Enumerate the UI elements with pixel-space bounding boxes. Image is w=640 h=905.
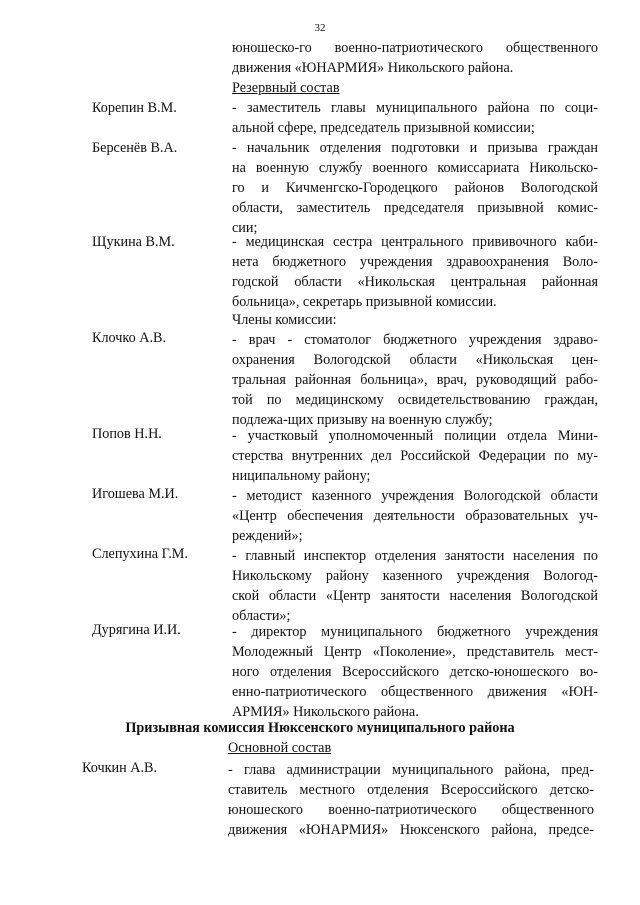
text-line: Никольскому району казенного учреждения Вологод- xyxy=(232,568,598,584)
member-role xyxy=(232,622,598,722)
member-name: Слепухина Г.М. xyxy=(92,546,188,562)
member-role xyxy=(232,330,598,430)
text-line: альной сфере, председатель призывной комиссии; xyxy=(232,120,535,136)
text-line: Молодежный Центр «Поколение», представитель мест- xyxy=(232,644,598,660)
members-label: Члены комиссии: xyxy=(232,312,337,328)
text-line: ного отделения Всероссийского детско-юношеского во- xyxy=(232,664,598,680)
text-line: нета бюджетного учреждения здравоохранения Воло- xyxy=(232,254,598,270)
member-role xyxy=(232,98,598,138)
subheading-reserve: Резервный состав xyxy=(232,80,340,96)
member-name: Клочко А.В. xyxy=(92,330,167,346)
text-line: - заместитель главы муниципального района по соци- xyxy=(232,100,598,116)
member-name: Игошева М.И. xyxy=(92,486,179,502)
member-name: Берсенёв В.А. xyxy=(92,140,178,156)
member-name: Щукина В.М. xyxy=(92,234,175,250)
text-line: стерства внутренних дел Российской Федерации по му- xyxy=(232,448,598,464)
text-line: больница», секретарь призывной комиссии. xyxy=(232,294,497,310)
member-role xyxy=(232,232,598,312)
text-line: ской области «Центр занятости населения Вологодской xyxy=(232,588,598,604)
text-line: сии; xyxy=(232,220,258,236)
text-line: той по медицинскому освидетельствованию граждан, xyxy=(232,392,598,408)
text-line: енно-патриотического общественного движения «ЮН- xyxy=(232,684,598,700)
text-line: области»; xyxy=(232,608,291,624)
text-line: реждений»; xyxy=(232,528,303,544)
text-line: - начальник отделения подготовки и призыва граждан xyxy=(232,140,598,156)
text-line: движения «ЮНАРМИЯ» Нюксенского района, предсе- xyxy=(228,822,594,838)
text-line: - медицинская сестра центрального прививочного каби- xyxy=(232,234,598,250)
text-line: годской области «Никольская центральная районная xyxy=(232,274,598,290)
text-line: юношеского военно-патриотического общественного xyxy=(228,802,594,818)
text-line: - методист казенного учреждения Вологодской области xyxy=(232,488,598,504)
member-role xyxy=(232,138,598,238)
text-line: «Центр обеспечения деятельности образовательных уч- xyxy=(232,508,598,524)
member-name: Попов Н.Н. xyxy=(92,426,162,442)
text-line: ставитель местного отделения Всероссийского детско- xyxy=(228,782,594,798)
text-line: - врач - стоматолог бюджетного учреждения здраво- xyxy=(232,332,598,348)
member-name: Дурягина И.И. xyxy=(92,622,181,638)
member-role xyxy=(232,546,598,626)
text-line: - главный инспектор отделения занятости населения по xyxy=(232,548,598,564)
text-line: - директор муниципального бюджетного учреждения xyxy=(232,624,598,640)
text-line: тральная районная больница», врач, руководящий рабо- xyxy=(232,372,598,388)
section-heading: Призывная комиссия Нюксенского муниципального района xyxy=(125,720,515,736)
text-line: ниципальному району; xyxy=(232,468,371,484)
subheading-main: Основной состав xyxy=(228,740,332,756)
text-line: на военную службу военного комиссариата Никольско- xyxy=(232,160,598,176)
text-line: юношеско-го военно-патриотического общественного xyxy=(232,40,598,56)
member-role xyxy=(228,760,594,840)
text-line: области, заместитель председателя призывной комис- xyxy=(232,200,598,216)
member-name: Корепин В.М. xyxy=(92,100,177,116)
text-line: - участковый уполномоченный полиции отдела Мини- xyxy=(232,428,598,444)
text-line: - глава администрации муниципального района, пред- xyxy=(228,762,594,778)
text-line: го и Кичменгско-Городецкого районов Вологодской xyxy=(232,180,598,196)
text-line: подлежа-щих призыву на военную службу; xyxy=(232,412,493,428)
page-number: 32 xyxy=(314,22,326,34)
member-role xyxy=(232,426,598,486)
text-line: охранения Вологодской области «Никольская цен- xyxy=(232,352,598,368)
member-name: Кочкин А.В. xyxy=(82,760,158,776)
member-role xyxy=(232,486,598,546)
text-line: АРМИЯ» Никольского района. xyxy=(232,704,419,720)
text-line: движения «ЮНАРМИЯ» Никольского района. xyxy=(232,60,514,76)
intro-text xyxy=(232,38,598,78)
